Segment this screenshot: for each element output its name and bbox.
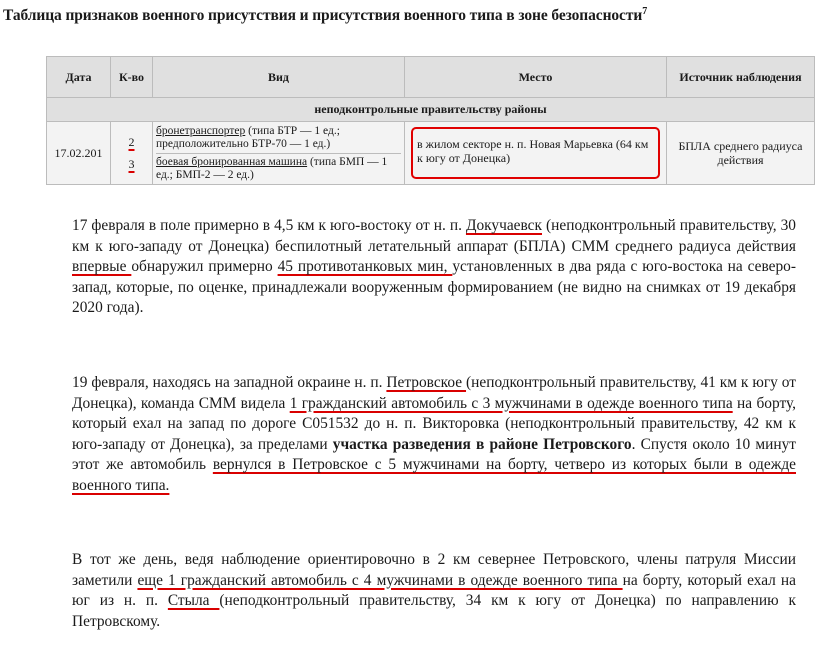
kind-entry-2 [156,156,387,181]
header-kind: Вид [153,57,405,98]
p1-text-2: (неподконтрольный правительству, 30 км к юго-западу от Донецка) беспилотный летательный аппарат (БПЛА) СММ среднего радиуса действия [72,217,796,255]
group-label: неподконтрольные правительству районы [47,98,815,122]
count-value-1: 2 [128,135,135,149]
place-highlight-box: в жилом секторе н. п. Новая Марьевка (64 км к югу от Донецка) [411,127,660,179]
p3-highlight-2: Стыла [167,592,220,609]
p3-text-3: (неподконтрольный правительству, 34 км к югу от Донецка) по направлению к Петровскому. [72,592,797,630]
kind-detail-2: (типа БМП — 1 ед.; БМП-2 — 2 ед.) [156,156,388,181]
p1-text-3: обнаружил примерно [131,258,278,275]
p2-text-1: 19 февраля, находясь на западной окраине н. п. [72,374,387,391]
p1-text-1: 17 февраля в поле примерно в 4,5 км к юго-востоку от н. п. [72,217,466,234]
cell-count [111,122,153,185]
header-source: Источник наблюдения [667,57,815,98]
p2-bold-1: участка разведения в районе Петровского [332,435,632,453]
kind-link-ifv[interactable]: боевая бронированная машина [156,156,308,168]
table-group-row [47,98,815,122]
title-text: Таблица признаков военного присутствия и присутствия военного типа в зоне безопасности [3,7,643,25]
p2-highlight-1: Петровское [386,374,467,391]
p1-highlight-2: впервые [72,258,132,275]
p1-highlight-1: Докучаевск [465,217,542,234]
p2-text-3: на борту, который ехал на запад по дороге С051532 до н. п. Викторовка (неподконтрольный правительству, 42 км к юго-западу от Донецка), за пределами [72,394,796,453]
cell-place [405,122,667,185]
kind-detail-1: (типа БТР — 1 ед.; предположительно БТР-70 — 1 ед.) [156,125,340,150]
kind-entry-1 [156,125,401,154]
military-presence-table [46,56,815,185]
p2-text-2: (неподконтрольный правительству, 41 км к югу от Донецка), команда СММ видела [72,374,797,412]
paragraph-1 [72,216,796,319]
p1-highlight-3: 45 противотанковых мин, [277,258,453,275]
table-header-row [47,57,815,98]
table-row [47,122,815,185]
count-value-2: 3 [128,157,135,171]
kind-link-apc[interactable]: бронетранспортер [156,125,246,137]
header-count: К-во [111,57,153,98]
p2-highlight-2: 1 гражданский автомобиль с 3 мужчинами в одежде военного типа [289,394,733,412]
p3-text-2: на борту, который ехал на юг из н. п. [72,571,796,609]
p2-highlight-3: вернулся в Петровское с 5 мужчинами на борту, четверо из которых были в одежде военного типа. [72,456,796,494]
p2-text-4: . Спустя около 10 минут этот же автомобиль [72,435,797,473]
paragraph-2 [72,373,796,496]
p3-highlight-1: еще 1 гражданский автомобиль с 4 мужчинами в одежде военного типа [137,571,623,589]
page-title [3,6,827,25]
cell-kind [153,122,405,185]
header-date: Дата [47,57,111,98]
paragraph-3 [72,550,796,632]
p1-text-4: установленных в два ряда с юго-востока на северо-запад, которые, по оценке, принадлежали вооруженным формированием (не видно на снимках от 19 декабря 2020 года). [72,258,796,316]
title-footnote-ref[interactable]: 7 [642,6,648,17]
cell-source: БПЛА среднего радиуса действия [667,122,815,185]
header-place: Место [405,57,667,98]
cell-date: 17.02.201 [47,122,111,185]
p3-text-1: В тот же день, ведя наблюдение ориентировочно в 2 км севернее Петровского, члены патруля Миссии заметили [72,551,796,589]
